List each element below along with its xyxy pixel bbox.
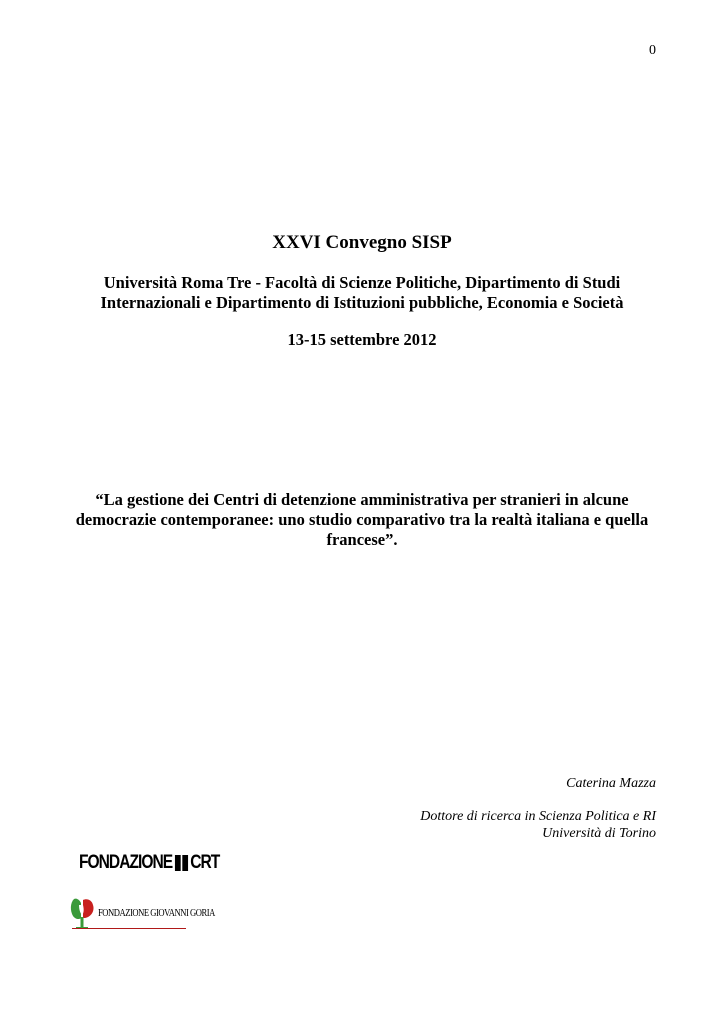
conference-title: XXVI Convegno SISP [272, 232, 452, 253]
paper-title-line: francese”. [326, 530, 398, 549]
conference-dates: 13-15 settembre 2012 [287, 330, 437, 349]
affiliation-line: Internazionali e Dipartimento di Istituzioni pubbliche, Economia e Società [100, 293, 624, 312]
author-position-line: Università di Torino [542, 826, 656, 841]
crt-logo-left-text: FONDAZIONE [79, 852, 173, 873]
crt-logo-bars-icon [175, 855, 188, 871]
fondazione-goria-logo [68, 895, 215, 933]
crt-logo-right-text: CRT [190, 852, 220, 873]
affiliation [72, 273, 652, 313]
page-number: 0 [649, 43, 656, 58]
author-name: Caterina Mazza [566, 776, 656, 791]
paper-title [72, 490, 652, 550]
goria-tree-icon [68, 895, 98, 931]
fondazione-crt-logo [79, 852, 219, 874]
affiliation-line: Università Roma Tre - Facoltà di Scienze Politiche, Dipartimento di Studi [103, 273, 621, 292]
author-position-line: Dottore di ricerca in Scienza Politica e RI [420, 809, 656, 824]
goria-logo-text: FONDAZIONE GIOVANNI GORIA [98, 907, 215, 919]
paper-title-line: “La gestione dei Centri di detenzione amministrativa per stranieri in alcune [95, 490, 629, 509]
goria-logo-underline [72, 928, 186, 929]
paper-title-line: democrazie contemporanee: uno studio comparativo tra la realtà italiana e quella [75, 510, 649, 529]
author-position [256, 808, 656, 842]
